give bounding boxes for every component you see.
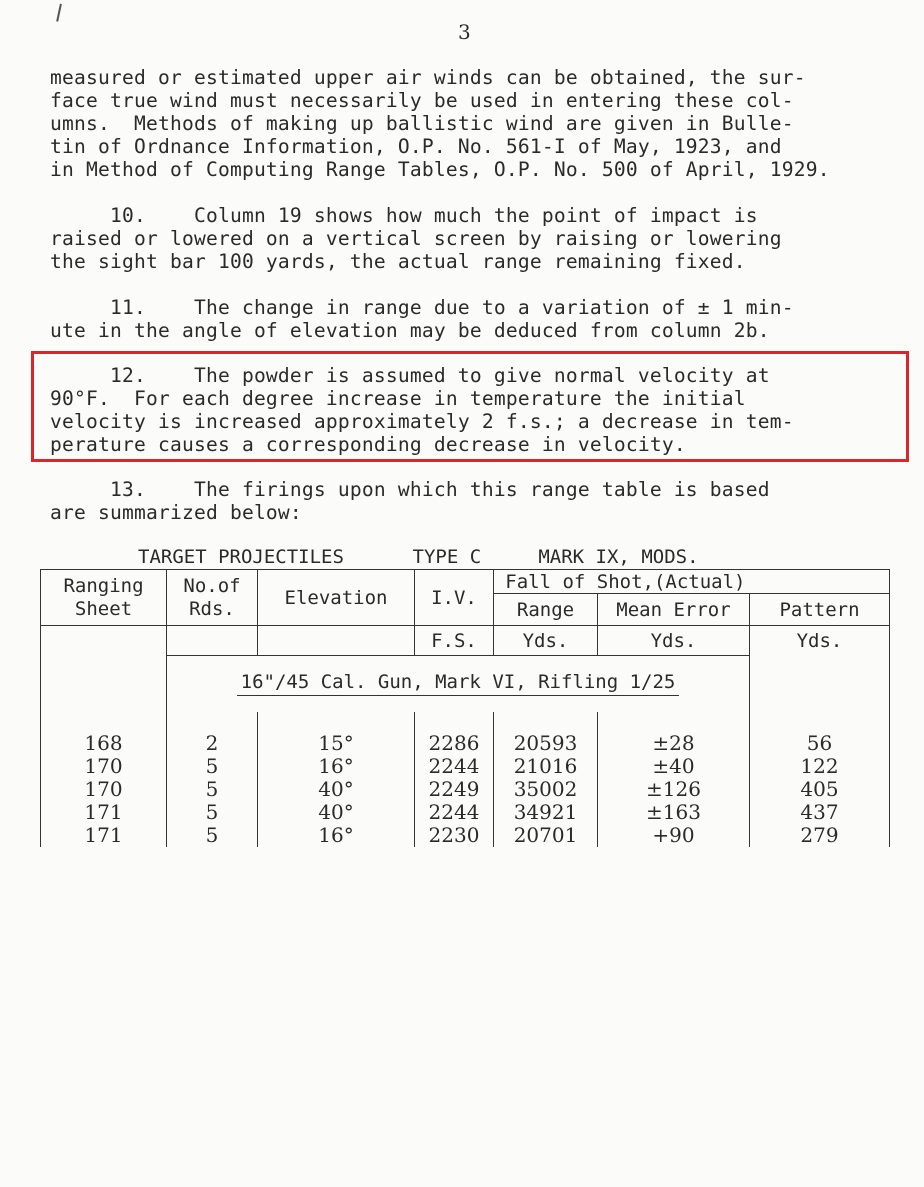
table-cell-iv: 2286 [428,730,480,755]
table-cell-sheet: 168 [84,730,123,755]
unit-rds-empty [167,626,258,656]
row-spacer [258,712,414,732]
table-cell-rds: 5 [205,799,219,824]
row-spacer [415,712,493,732]
header-elevation: Elevation [258,570,415,626]
row-spacer [494,712,597,732]
table-cell-elevation: 15° [318,730,354,755]
table-cell-elevation: 40° [318,799,354,824]
gun-row-sheet-blank [41,656,167,712]
firings-table [40,569,890,847]
paragraph-10: 10. Column 19 shows how much the point of impact is raised or lowered on a vertical screen by raising or lowering the sight bar 100 yards, the actual range remaining fixed. [50,204,782,273]
table-cell-pattern: 437 [800,799,839,824]
table-cell-iv: 2230 [428,822,480,847]
table-cell-mean-error: ±163 [646,799,701,824]
margin-pen-mark [56,4,65,23]
table-cell-range: 20593 [513,730,578,755]
table-cell-sheet: 171 [84,799,123,824]
unit-pattern: Yds. [750,626,890,656]
header-pattern: Pattern [750,594,890,626]
unit-sheet-empty [41,626,167,656]
table-cell-mean-error: ±40 [652,753,695,778]
paragraph-12: 12. The powder is assumed to give normal velocity at 90°F. For each degree increase in temperature the initial velocity is increased approximately 2 f.s.; a decrease in tem- perature causes a corresponding decrease in velocity. [50,364,794,456]
paragraph-13: 13. The firings upon which this range table is based are summarized below: [50,478,770,524]
table-cell-rds: 2 [205,730,219,755]
col-rds [167,712,258,847]
col-range [494,712,598,847]
table-cell-rds: 5 [205,776,219,801]
table-cell-sheet: 170 [84,776,123,801]
row-spacer [167,712,257,732]
gun-title-cell [167,656,750,712]
col-elevation [258,712,415,847]
table-cell-pattern: 279 [800,822,839,847]
table-cell-pattern: 405 [800,776,839,801]
unit-elevation-empty [258,626,415,656]
table-cell-elevation: 40° [318,776,354,801]
col-iv [415,712,494,847]
row-spacer [750,712,889,732]
header-mean-error: Mean Error [598,594,750,626]
table-cell-sheet: 171 [84,822,123,847]
table-caption: TARGET PROJECTILES TYPE C MARK IX, MODS. [138,546,699,568]
table-cell-mean-error: ±28 [652,730,695,755]
unit-mean-error: Yds. [598,626,750,656]
table-cell-range: 20701 [513,822,578,847]
table-cell-elevation: 16° [318,822,354,847]
row-spacer [598,712,749,732]
table-cell-elevation: 16° [318,753,354,778]
header-ranging-sheet: Ranging Sheet [41,570,167,626]
col-pattern [750,712,890,847]
table-cell-mean-error: ±126 [646,776,701,801]
table-cell-range: 21016 [513,753,578,778]
unit-iv: F.S. [415,626,494,656]
table-cell-iv: 2244 [428,753,480,778]
col-sheet [41,712,167,847]
table-cell-rds: 5 [205,822,219,847]
header-iv: I.V. [415,570,494,626]
gun-title: 16"/45 Cal. Gun, Mark VI, Rifling 1/25 [237,671,680,696]
header-fall-of-shot-tail [750,570,890,594]
paragraph-11: 11. The change in range due to a variation of ± 1 min- ute in the angle of elevation may be deduced from column 2b. [50,296,794,342]
header-fall-of-shot: Fall of Shot,(Actual) [494,570,750,594]
table-cell-rds: 5 [205,753,219,778]
table-cell-range: 34921 [513,799,578,824]
gun-row-pattern-blank [750,656,890,712]
row-spacer [41,712,166,732]
table-cell-pattern: 122 [800,753,839,778]
col-mean-error [598,712,750,847]
page-number: 3 [458,20,471,44]
unit-range: Yds. [494,626,598,656]
table-cell-mean-error: +90 [652,822,695,847]
header-range: Range [494,594,598,626]
table-cell-range: 35002 [513,776,578,801]
paragraph-continuation: measured or estimated upper air winds can be obtained, the sur- face true wind must necessarily be used in entering these col- umns. Methods of making up ballistic wind are given in Bulle- tin of Ordnance Information, O.P. No. 561-I of May, 1923, and in Method of Computing Range Tables, O.P. No. 500 of April, 1929. [50,66,830,181]
table-cell-iv: 2244 [428,799,480,824]
table-cell-iv: 2249 [428,776,480,801]
table-cell-pattern: 56 [806,730,833,755]
header-no-of-rds: No.of Rds. [167,570,258,626]
table-cell-sheet: 170 [84,753,123,778]
